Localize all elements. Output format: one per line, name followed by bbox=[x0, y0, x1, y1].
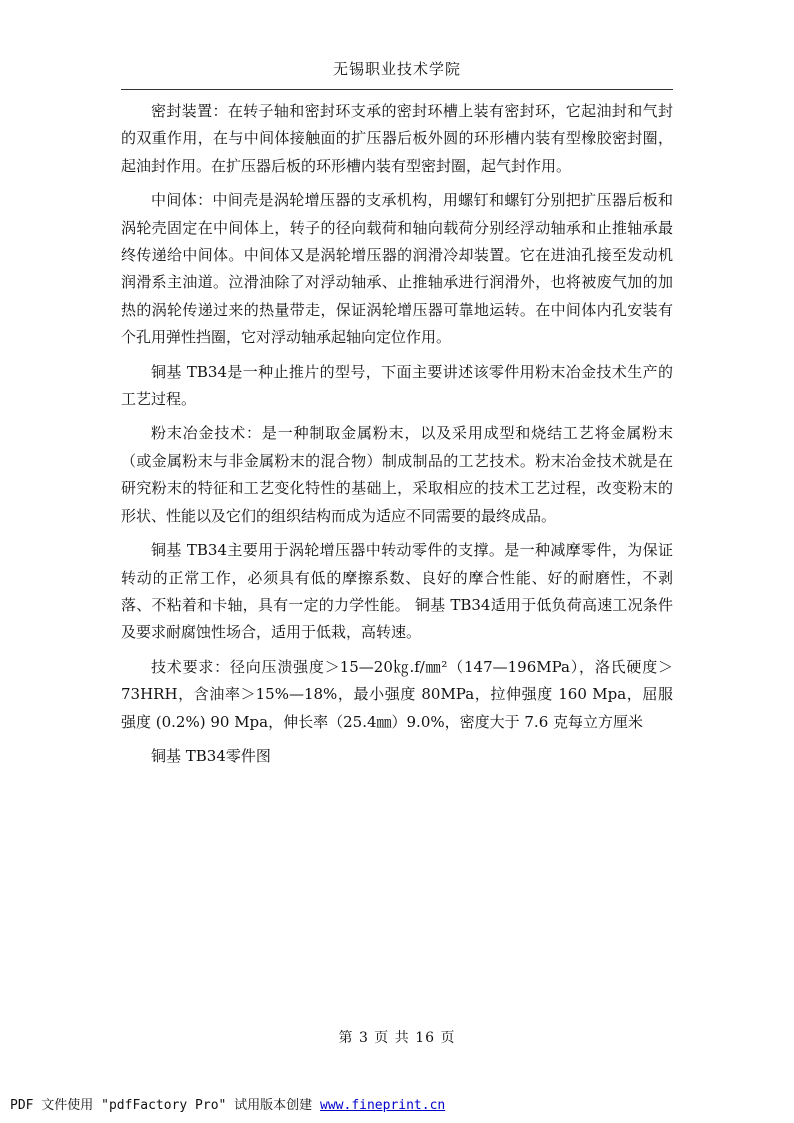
fineprint-link[interactable]: www.fineprint.cn bbox=[320, 1098, 446, 1113]
paragraph-intermediate-body: 中间体：中间壳是涡轮增压器的支承机构，用螺钉和螺钉分别把扩压器后板和涡轮壳固定在中间体上，转子的径向载荷和轴向载荷分别经浮动轴承和止推轴承最终传递给中间体。中间体又是涡轮增压器的润滑冷却装置。它在进油孔接至发动机润滑系主油道。泣滑油除了对浮动轴承、止推轴承进行润滑外，也将被废气加的加热的涡轮传递过来的热量带走，保证涡轮增压器可靠地运转。在中间体内孔安装有个孔用弹性挡圈，它对浮动轴承起轴向定位作用。 bbox=[121, 191, 673, 347]
paragraph-technical-requirements: 技术要求：径向压溃强度＞15—20㎏.f/㎜²（147—196MPa），洛氏硬度＞73HRH，含油率＞15%—18%，最小强度 80MPa，拉伸强度 160 Mpa，屈服强度 (0.2%) 90 Mpa，伸长率（25.4㎜）9.0%，密度大于 7.6 克每立方厘米 bbox=[121, 657, 673, 731]
document-body bbox=[121, 98, 673, 770]
paragraph-tb34-usage: 铜基 TB34主要用于涡轮增压器中转动零件的支撑。是一种减摩零件，为保证转动的正常工作，必须具有低的摩擦系数、良好的摩合性能、好的耐磨性，不剥落、不粘着和卡轴，具有一定的力学性能。 铜基 TB34适用于低负荷高速工况条件及要求耐腐蚀性场合，适用于低栽，高转速。 bbox=[121, 541, 673, 642]
page-number: 第 3 页 共 16 页 bbox=[338, 1030, 456, 1046]
paragraph-part-drawing-caption: 铜基 TB34零件图 bbox=[151, 746, 271, 765]
paragraph-sealing-device: 密封装置：在转子轴和密封环支承的密封环槽上装有密封环，它起油封和气封的双重作用，在与中间体接触面的扩压器后板外圆的环形槽内装有型橡胶密封圈，起油封作用。在扩压器后板的环形槽内装有型密封圈，起气封作用。 bbox=[121, 102, 673, 175]
pdf-footer-text: PDF 文件使用 "pdfFactory Pro" 试用版本创建 bbox=[10, 1098, 321, 1113]
pdf-creator-footer bbox=[10, 1094, 445, 1113]
paragraph-tb34-intro: 铜基 TB34是一种止推片的型号，下面主要讲述该零件用粉末冶金技术生产的工艺过程。 bbox=[121, 362, 673, 409]
paragraph-powder-metallurgy: 粉末冶金技术：是一种制取金属粉末，以及采用成型和烧结工艺将金属粉末（或金属粉末与非金属粉末的混合物）制成制品的工艺技术。粉末冶金技术就是在研究粉末的特征和工艺变化特性的基础上，采取相应的技术工艺过程，改变粉末的形状、性能以及它们的组织结构而成为适应不同需要的最终成品。 bbox=[121, 424, 673, 525]
header-divider bbox=[121, 89, 673, 90]
page-header-title: 无锡职业技术学院 bbox=[332, 60, 461, 78]
